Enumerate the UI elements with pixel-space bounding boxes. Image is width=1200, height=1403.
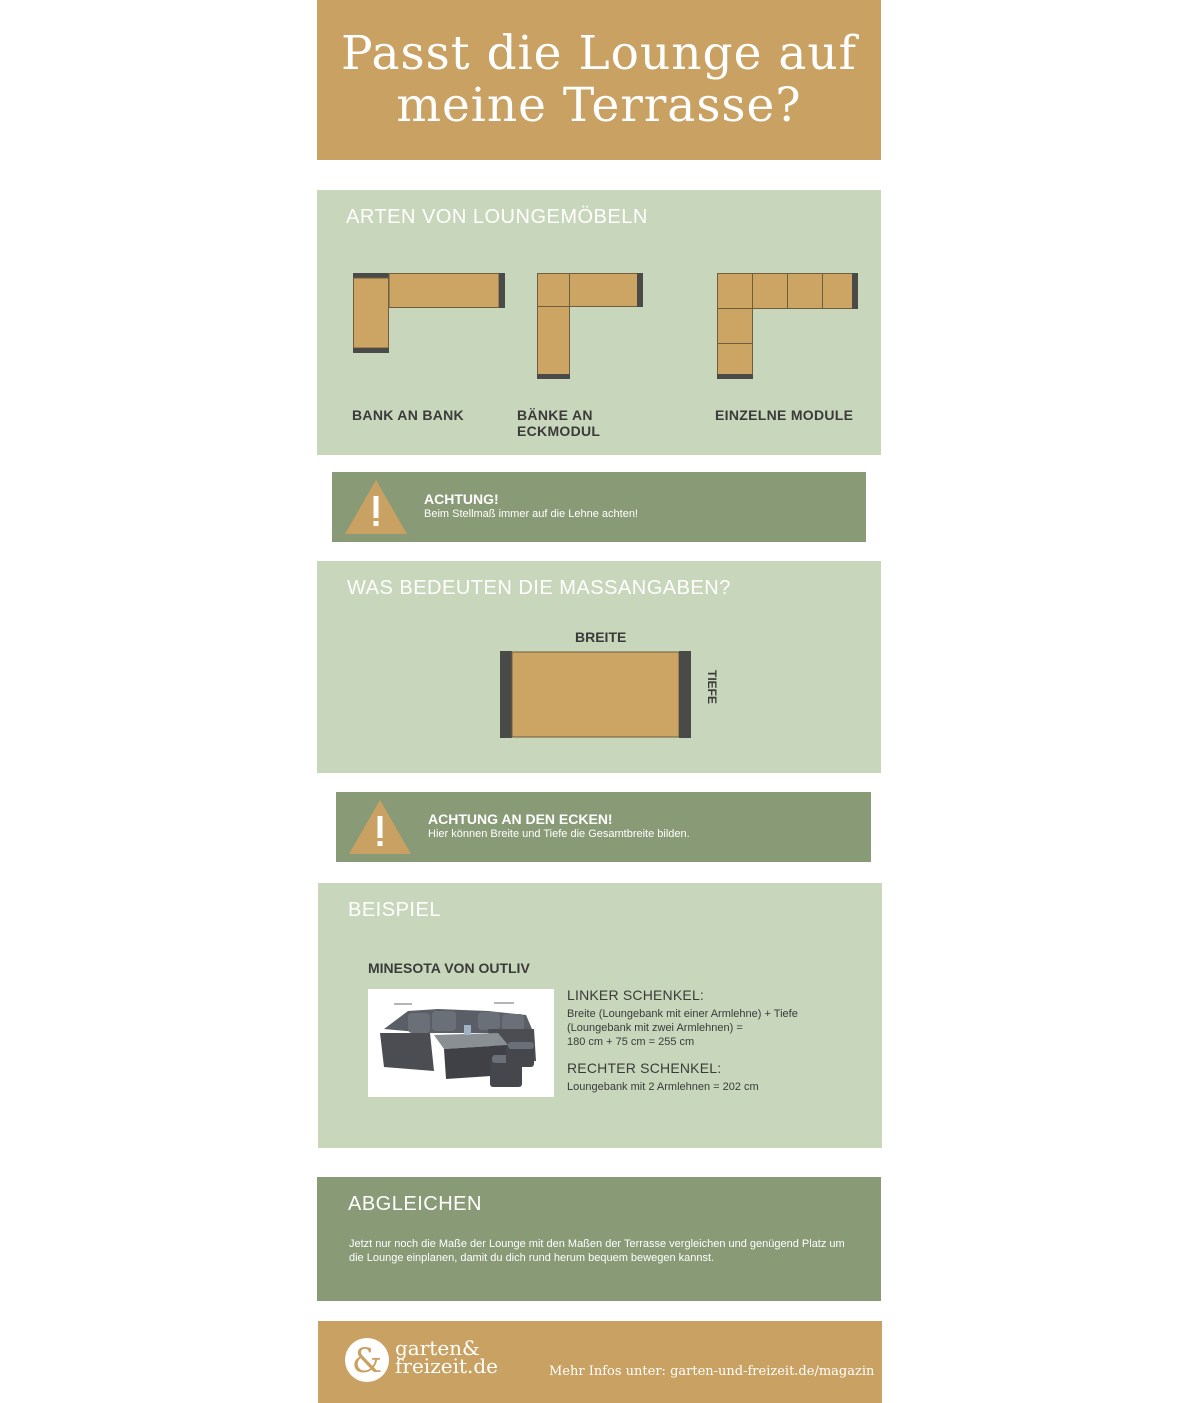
product-name: MINESOTA VON OUTLIV	[368, 960, 530, 976]
footer	[318, 1321, 882, 1403]
warning-text: Beim Stellmaß immer auf die Lehne achten!	[424, 508, 638, 520]
section-heading: WAS BEDEUTEN DIE MASSANGABEN?	[347, 577, 731, 599]
compare-text: Jetzt nur noch die Maße der Lounge mit den Maßen der Terrasse vergleichen und genügend Platz um die Lounge einplanen, damit du dich rund herum bequem bewegen kannst.	[349, 1238, 845, 1264]
product-photo	[368, 989, 554, 1097]
exclamation-triangle-icon	[348, 798, 414, 856]
bank-an-bank-diagram	[353, 273, 471, 355]
footer-link[interactable]: Mehr Infos unter: garten-und-freizeit.de/magazin	[549, 1364, 875, 1379]
lounge-types-section	[317, 190, 881, 455]
section-heading: BEISPIEL	[348, 899, 441, 921]
warning-title: ACHTUNG!	[424, 491, 499, 507]
left-leg-calculation: 180 cm + 75 cm = 255 cm	[567, 1036, 695, 1048]
right-leg-text: Loungebank mit 2 Armlehnen = 202 cm	[567, 1081, 759, 1093]
title-line-2: meine Terrasse?	[396, 78, 802, 133]
left-leg-heading: LINKER SCHENKEL:	[567, 987, 705, 1003]
section-heading: ABGLEICHEN	[348, 1193, 482, 1215]
type-label-baenke-an-eckmodul: BÄNKE AN ECKMODUL	[517, 407, 601, 439]
warning-title: ACHTUNG AN DEN ECKEN!	[428, 811, 613, 827]
section-heading: ARTEN VON LOUNGEMÖBELN	[346, 206, 648, 228]
lounge-set-illustration	[368, 989, 554, 1097]
compare-section	[317, 1177, 881, 1301]
logo-wordmark[interactable]	[395, 1336, 498, 1378]
logo-line-2: freizeit.de	[395, 1354, 498, 1378]
measurements-section	[317, 561, 881, 773]
baenke-an-eckmodul-diagram	[537, 273, 647, 383]
header-banner	[317, 0, 881, 160]
exclamation-triangle-icon	[344, 478, 410, 536]
example-section	[318, 883, 882, 1148]
page-title	[317, 28, 881, 132]
einzelne-module-diagram	[717, 273, 862, 383]
logo-line-1: garten&	[395, 1336, 480, 1360]
warning-text: Hier können Breite und Tiefe die Gesamtbreite bilden.	[428, 828, 690, 840]
ampersand-logo-icon	[343, 1335, 391, 1385]
svg-text:&: &	[351, 1341, 383, 1381]
type-label-einzelne-module: EINZELNE MODULE	[715, 407, 854, 423]
left-leg-text: Breite (Loungebank mit einer Armlehne) + Tiefe (Loungebank mit zwei Armlehnen) =	[567, 1008, 798, 1034]
type-label-bank-an-bank: BANK AN BANK	[352, 407, 464, 423]
right-leg-heading: RECHTER SCHENKEL:	[567, 1060, 722, 1076]
depth-label: TIEFE	[705, 670, 719, 705]
width-label: BREITE	[575, 629, 627, 645]
bench-dimension-diagram	[500, 651, 693, 739]
warning-armrest	[332, 472, 866, 542]
title-line-1: Passt die Lounge auf	[340, 26, 858, 81]
warning-corners	[336, 792, 871, 862]
